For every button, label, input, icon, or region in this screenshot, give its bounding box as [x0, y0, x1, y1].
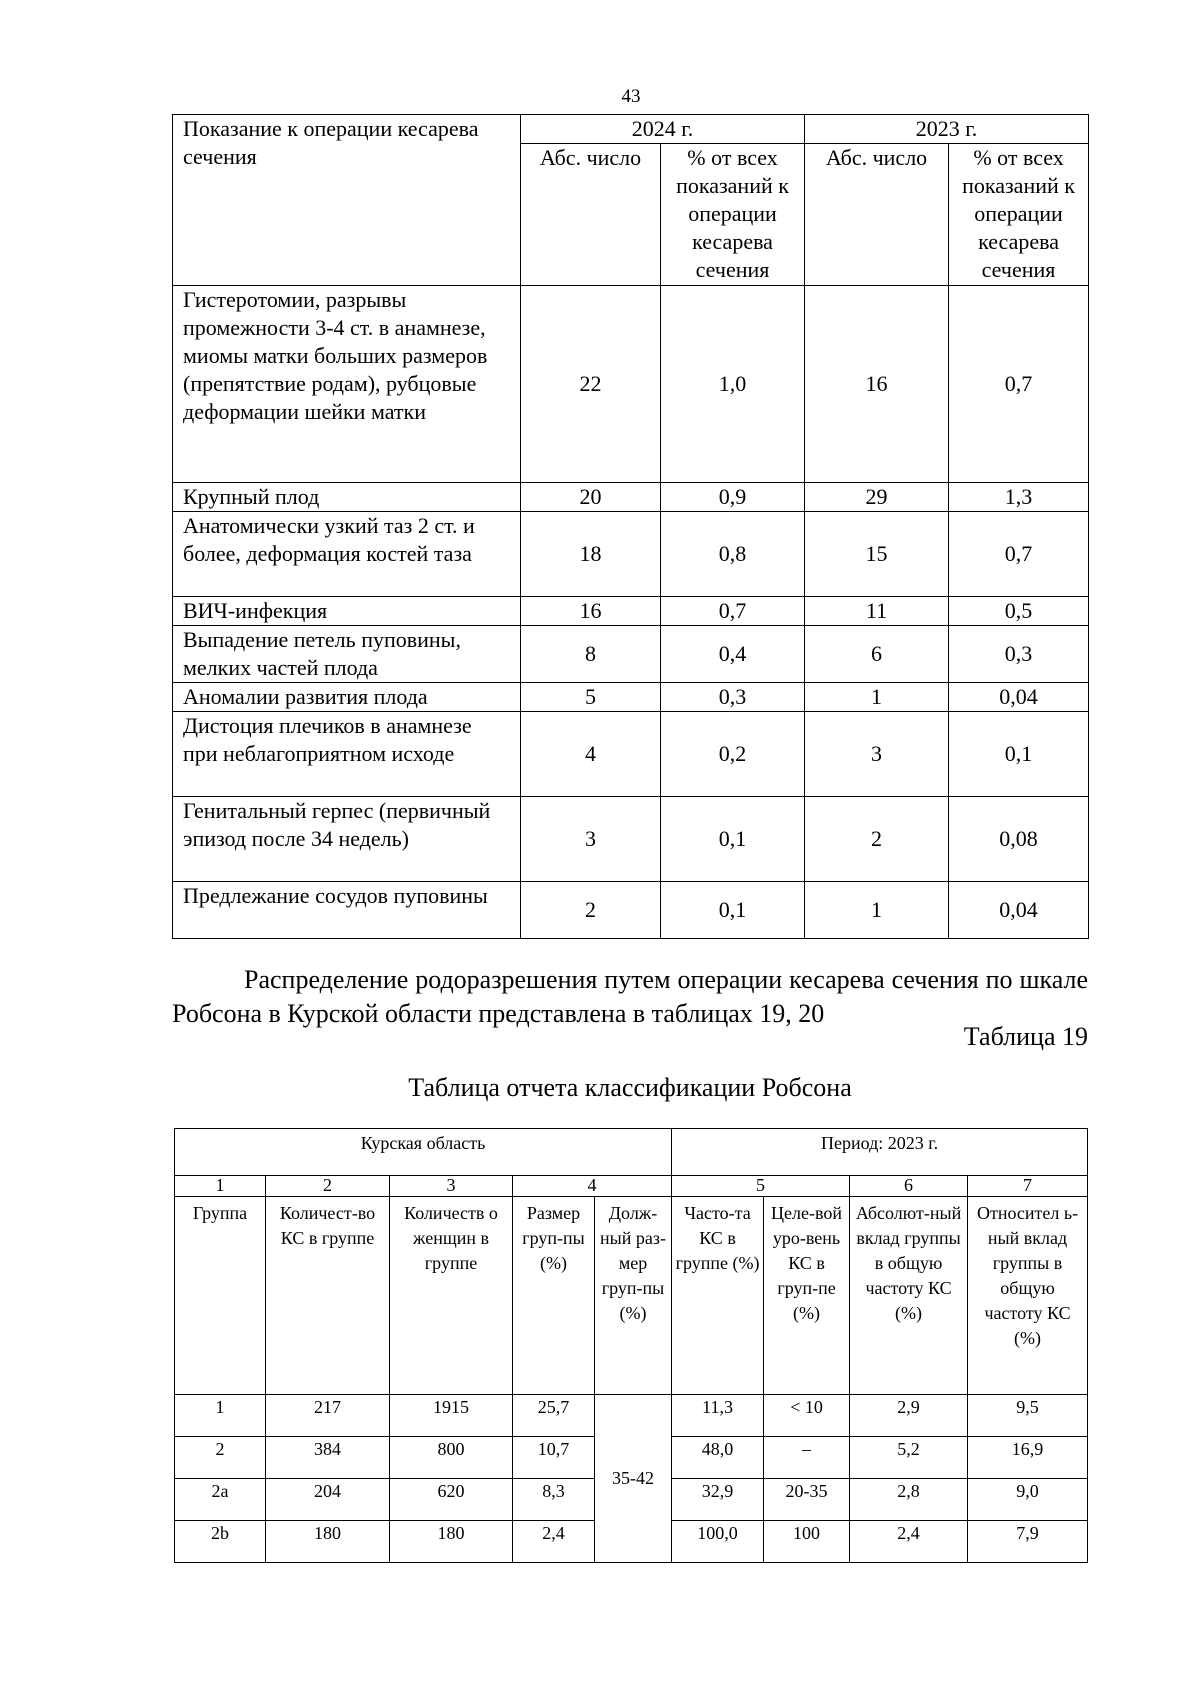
abs-2023: 15 [805, 512, 949, 597]
abs-2024: 5 [521, 683, 661, 712]
abs-2024-header: Абс. число [521, 144, 661, 286]
indication-label: Крупный плод [173, 483, 521, 512]
pct-2024: 0,8 [661, 512, 805, 597]
table-row [173, 882, 1089, 939]
col-number: 3 [390, 1176, 513, 1197]
target-level-cell: – [764, 1437, 850, 1479]
rel-contribution-cell: 16,9 [968, 1437, 1088, 1479]
pct-2023: 1,3 [949, 483, 1089, 512]
abs-2024: 16 [521, 597, 661, 626]
table-row [173, 683, 1089, 712]
col-number: 7 [968, 1176, 1088, 1197]
abs-2023: 11 [805, 597, 949, 626]
group-cell: 2b [175, 1521, 266, 1563]
table-title: Таблица отчета классификации Робсона [408, 1073, 852, 1102]
abs-contribution-header: Абсолют-ный вклад группы в общую частоту КС (%) [850, 1197, 968, 1395]
abs-2023: 6 [805, 626, 949, 683]
cs-count-cell: 204 [266, 1479, 390, 1521]
period-header: Период: 2023 г. [672, 1129, 1088, 1176]
indication-label: Анатомически узкий таз 2 ст. и более, деформация костей таза [173, 512, 521, 597]
abs-contribution-cell: 5,2 [850, 1437, 968, 1479]
pct-2023: 0,5 [949, 597, 1089, 626]
table-row [173, 512, 1089, 597]
indication-label: Аномалии развития плода [173, 683, 521, 712]
indication-label: Генитальный герпес (первичный эпизод после 34 недель) [173, 797, 521, 882]
abs-2023-header: Абс. число [805, 144, 949, 286]
cs-rate-cell: 48,0 [672, 1437, 764, 1479]
pct-2023: 0,7 [949, 512, 1089, 597]
abs-2024: 8 [521, 626, 661, 683]
target-size-header: Долж-ный раз-мер груп-пы (%) [595, 1197, 672, 1395]
indication-label: Выпадение петель пуповины, мелких частей плода [173, 626, 521, 683]
pct-2023-header: % от всех показаний к операции кесарева сечения [949, 144, 1089, 286]
group-size-cell: 2,4 [513, 1521, 595, 1563]
pct-2023: 0,08 [949, 797, 1089, 882]
rel-contribution-cell: 7,9 [968, 1521, 1088, 1563]
abs-2024: 22 [521, 286, 661, 483]
robson-classification-table [174, 1128, 1088, 1563]
abs-contribution-cell: 2,4 [850, 1521, 968, 1563]
table-row [175, 1395, 1088, 1437]
year-2024-header: 2024 г. [521, 115, 805, 144]
cs-count-header: Количест-во КС в группе [266, 1197, 390, 1395]
group-header: Группа [175, 1197, 266, 1395]
abs-2023: 1 [805, 882, 949, 939]
pct-2024: 0,1 [661, 797, 805, 882]
rel-contribution-header: Относител ь-ный вклад группы в общую частоту КС (%) [968, 1197, 1088, 1395]
cs-rate-cell: 11,3 [672, 1395, 764, 1437]
pct-2024-header: % от всех показаний к операции кесарева сечения [661, 144, 805, 286]
target-size-merged-cell: 35-42 [595, 1395, 672, 1563]
target-level-cell: 100 [764, 1521, 850, 1563]
pct-2024: 0,2 [661, 712, 805, 797]
col-number: 6 [850, 1176, 968, 1197]
col-number: 4 [513, 1176, 672, 1197]
women-count-header: Количеств о женщин в группе [390, 1197, 513, 1395]
pct-2024: 0,4 [661, 626, 805, 683]
table1-header-row [173, 115, 1089, 144]
table-row [173, 626, 1089, 683]
region-header: Курская область [175, 1129, 672, 1176]
abs-contribution-cell: 2,9 [850, 1395, 968, 1437]
table-number: Таблица 19 [963, 1022, 1088, 1051]
table2-region-row [175, 1129, 1088, 1176]
group-cell: 1 [175, 1395, 266, 1437]
group-cell: 2 [175, 1437, 266, 1479]
abs-2023: 2 [805, 797, 949, 882]
pct-2023: 0,04 [949, 882, 1089, 939]
pct-2024: 0,3 [661, 683, 805, 712]
women-count-cell: 1915 [390, 1395, 513, 1437]
rel-contribution-cell: 9,0 [968, 1479, 1088, 1521]
women-count-cell: 800 [390, 1437, 513, 1479]
group-size-cell: 25,7 [513, 1395, 595, 1437]
body-paragraph: Распределение родоразрешения путем операции кесарева сечения по шкале Робсона в Курской области представлена в таблицах 19, 20 [172, 965, 1088, 1028]
indication-label: ВИЧ-инфекция [173, 597, 521, 626]
abs-2023: 16 [805, 286, 949, 483]
pct-2023: 0,3 [949, 626, 1089, 683]
indication-label: Дистоция плечиков в анамнезе при неблагоприятном исходе [173, 712, 521, 797]
table-row [173, 712, 1089, 797]
abs-2024: 20 [521, 483, 661, 512]
cs-rate-cell: 32,9 [672, 1479, 764, 1521]
pct-2023: 0,1 [949, 712, 1089, 797]
target-level-cell: < 10 [764, 1395, 850, 1437]
pct-2023: 0,7 [949, 286, 1089, 483]
cs-rate-cell: 100,0 [672, 1521, 764, 1563]
table-row [173, 797, 1089, 882]
abs-2023: 1 [805, 683, 949, 712]
cs-rate-header: Часто-та КС в группе (%) [672, 1197, 764, 1395]
cesarean-indications-table [172, 114, 1089, 939]
cs-count-cell: 180 [266, 1521, 390, 1563]
abs-2024: 18 [521, 512, 661, 597]
pct-2024: 0,9 [661, 483, 805, 512]
group-cell: 2a [175, 1479, 266, 1521]
abs-2024: 2 [521, 882, 661, 939]
year-2023-header: 2023 г. [805, 115, 1089, 144]
group-size-header: Размер груп-пы (%) [513, 1197, 595, 1395]
indication-label: Гистеротомии, разрывы промежности 3-4 ст. в анамнезе, миомы матки больших размеров (препятствие родам), рубцовые деформации шейки матки [173, 286, 521, 483]
pct-2024: 0,1 [661, 882, 805, 939]
pct-2024: 1,0 [661, 286, 805, 483]
table2-colnum-row [175, 1176, 1088, 1197]
abs-contribution-cell: 2,8 [850, 1479, 968, 1521]
cs-count-cell: 217 [266, 1395, 390, 1437]
target-level-header: Целе-вой уро-вень КС в груп-пе (%) [764, 1197, 850, 1395]
cs-count-cell: 384 [266, 1437, 390, 1479]
women-count-cell: 620 [390, 1479, 513, 1521]
col-number: 2 [266, 1176, 390, 1197]
abs-2024: 4 [521, 712, 661, 797]
indication-label: Предлежание сосудов пуповины [173, 882, 521, 939]
table-row [173, 597, 1089, 626]
pct-2023: 0,04 [949, 683, 1089, 712]
col-number: 1 [175, 1176, 266, 1197]
abs-2023: 3 [805, 712, 949, 797]
group-size-cell: 10,7 [513, 1437, 595, 1479]
pct-2024: 0,7 [661, 597, 805, 626]
abs-2023: 29 [805, 483, 949, 512]
women-count-cell: 180 [390, 1521, 513, 1563]
group-size-cell: 8,3 [513, 1479, 595, 1521]
indication-header: Показание к операции кесарева сечения [173, 115, 521, 286]
table-row [173, 483, 1089, 512]
abs-2024: 3 [521, 797, 661, 882]
target-level-cell: 20-35 [764, 1479, 850, 1521]
col-number: 5 [672, 1176, 850, 1197]
table2-header-row [175, 1197, 1088, 1395]
page-number: 43 [621, 86, 641, 107]
rel-contribution-cell: 9,5 [968, 1395, 1088, 1437]
table-row [173, 286, 1089, 483]
